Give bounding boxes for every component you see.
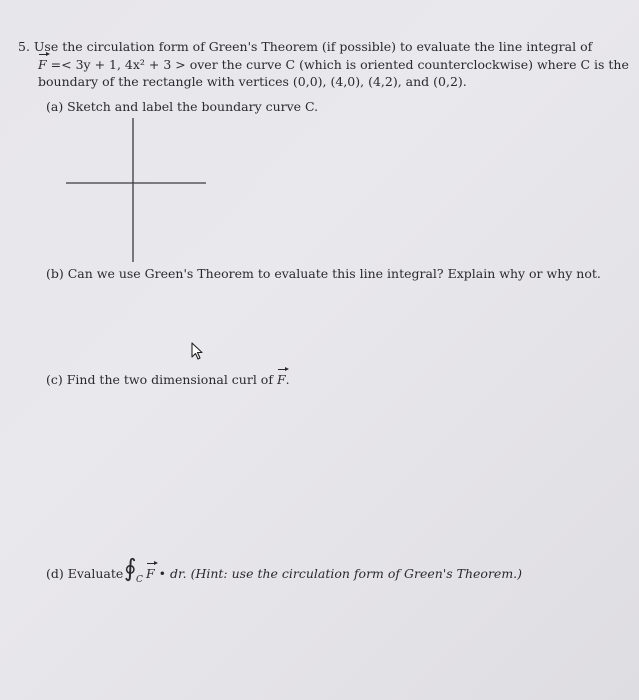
- part-d-label: (d) Evaluate: [46, 566, 124, 581]
- vector-f: F: [276, 372, 286, 387]
- problem-line-1: 5. Use the circulation form of Green's Theorem (if possible) to evaluate the line integral of: [18, 39, 593, 54]
- vector-f: F: [38, 57, 47, 72]
- part-d-expression: [146, 566, 522, 582]
- part-a-prompt: (a) Sketch and label the boundary curve C.: [46, 99, 319, 114]
- mouse-pointer-icon: [191, 342, 205, 362]
- vector-dr: dr: [170, 566, 183, 581]
- dot-operator: •: [154, 566, 171, 581]
- contour-integral-symbol: ∮: [124, 554, 137, 582]
- integral-subscript: C: [136, 575, 143, 585]
- part-c-period: .: [285, 372, 290, 387]
- problem-line-3: boundary of the rectangle with vertices (0,0), (4,0), (4,2), and (0,2).: [38, 74, 467, 89]
- part-b-prompt: (b) Can we use Green's Theorem to evaluate this line integral? Explain why or why not.: [46, 266, 601, 281]
- problem-line-2-text: =< 3y + 1, 4x² + 3 > over the curve C (which is oriented counterclockwise) where C is the: [46, 57, 629, 72]
- part-c-text: (c) Find the two dimensional curl of: [46, 372, 277, 387]
- part-c-prompt: [46, 372, 290, 388]
- part-d-hint: . (Hint: use the circulation form of Green's Theorem.): [182, 566, 523, 581]
- vector-f: F: [146, 566, 155, 581]
